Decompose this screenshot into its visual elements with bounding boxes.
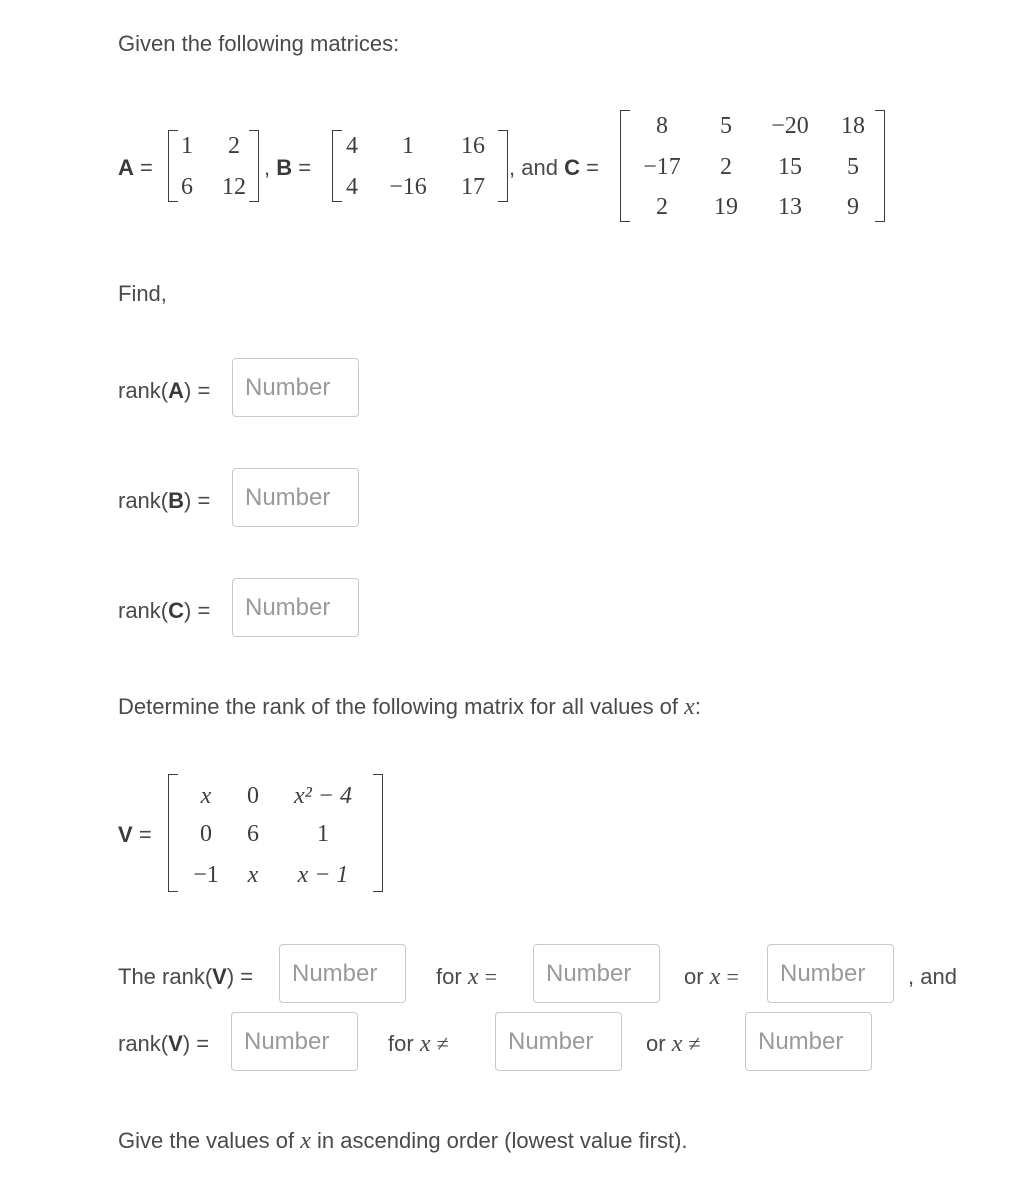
x-eq-value2-input[interactable] <box>767 944 894 1003</box>
matrix-cell: 4 <box>346 133 358 159</box>
matrix-cell: x <box>200 783 212 809</box>
x-eq-value1-input[interactable] <box>533 944 660 1003</box>
rank-a-input[interactable] <box>232 358 359 417</box>
rank-v-eq-label: The rank(V) = <box>118 964 254 989</box>
rank-a-label: rank(A) = <box>118 378 211 403</box>
matrix-cell: 16 <box>461 133 485 159</box>
matrix-cell: x² − 4 <box>293 783 353 809</box>
for-x-neq-label: for x ≠ <box>388 1031 449 1057</box>
rank-b-input[interactable] <box>232 468 359 527</box>
matrix-cell: −16 <box>389 174 427 200</box>
matrix-b <box>332 130 508 202</box>
matrix-a-label: A = <box>118 155 153 180</box>
matrix-cell: 15 <box>778 154 802 180</box>
matrix-cell: 0 <box>247 783 259 809</box>
or-x-neq-label: or x ≠ <box>646 1031 701 1057</box>
matrix-cell: 0 <box>200 821 212 847</box>
rank-v-eq-input[interactable] <box>279 944 406 1003</box>
final-note: Give the values of x in ascending order (lowest value first). <box>118 1128 688 1154</box>
rank-c-input[interactable] <box>232 578 359 637</box>
matrix-v <box>168 774 383 892</box>
matrix-cell: 13 <box>778 194 802 220</box>
matrix-cell: −1 <box>193 862 219 888</box>
matrix-cell: 8 <box>656 113 668 139</box>
matrix-cell: 17 <box>461 174 485 200</box>
x-neq-value2-input[interactable] <box>745 1012 872 1071</box>
matrix-cell: −17 <box>643 154 681 180</box>
matrix-cell: 12 <box>222 174 246 200</box>
matrix-cell: 6 <box>181 174 193 200</box>
matrix-cell: 19 <box>714 194 738 220</box>
matrix-cell: x <box>247 862 259 888</box>
rank-c-label: rank(C) = <box>118 598 211 623</box>
matrix-cell: 4 <box>346 174 358 200</box>
matrix-cell: 6 <box>247 821 259 847</box>
matrix-cell: 1 <box>181 133 193 159</box>
matrix-cell: 1 <box>317 821 329 847</box>
find-label: Find, <box>118 281 167 306</box>
matrix-c-label: , and C = <box>509 155 599 180</box>
matrix-cell: 18 <box>841 113 865 139</box>
determine-text: Determine the rank of the following matrix for all values of x: <box>118 694 701 720</box>
matrix-a <box>168 130 259 202</box>
matrix-v-label: V = <box>118 822 152 847</box>
matrix-cell: 5 <box>847 154 859 180</box>
rank-v-neq-input[interactable] <box>231 1012 358 1071</box>
matrix-cell: x − 1 <box>297 862 349 888</box>
matrix-cell: 5 <box>720 113 732 139</box>
matrix-cell: 2 <box>656 194 668 220</box>
matrix-cell: 2 <box>720 154 732 180</box>
matrix-b-label: , B = <box>264 155 312 180</box>
matrix-cell: 9 <box>847 194 859 220</box>
intro-text: Given the following matrices: <box>118 31 400 56</box>
rank-b-label: rank(B) = <box>118 488 211 513</box>
matrix-cell: 2 <box>228 133 240 159</box>
matrix-cell: −20 <box>771 113 809 139</box>
or-x-eq-label: or x = <box>684 964 739 990</box>
x-neq-value1-input[interactable] <box>495 1012 622 1071</box>
matrix-c <box>620 110 885 222</box>
matrix-cell: 1 <box>402 133 414 159</box>
rank-v-neq-label: rank(V) = <box>118 1031 210 1056</box>
trailing-and: , and <box>908 964 957 989</box>
for-x-eq-label: for x = <box>436 964 498 990</box>
